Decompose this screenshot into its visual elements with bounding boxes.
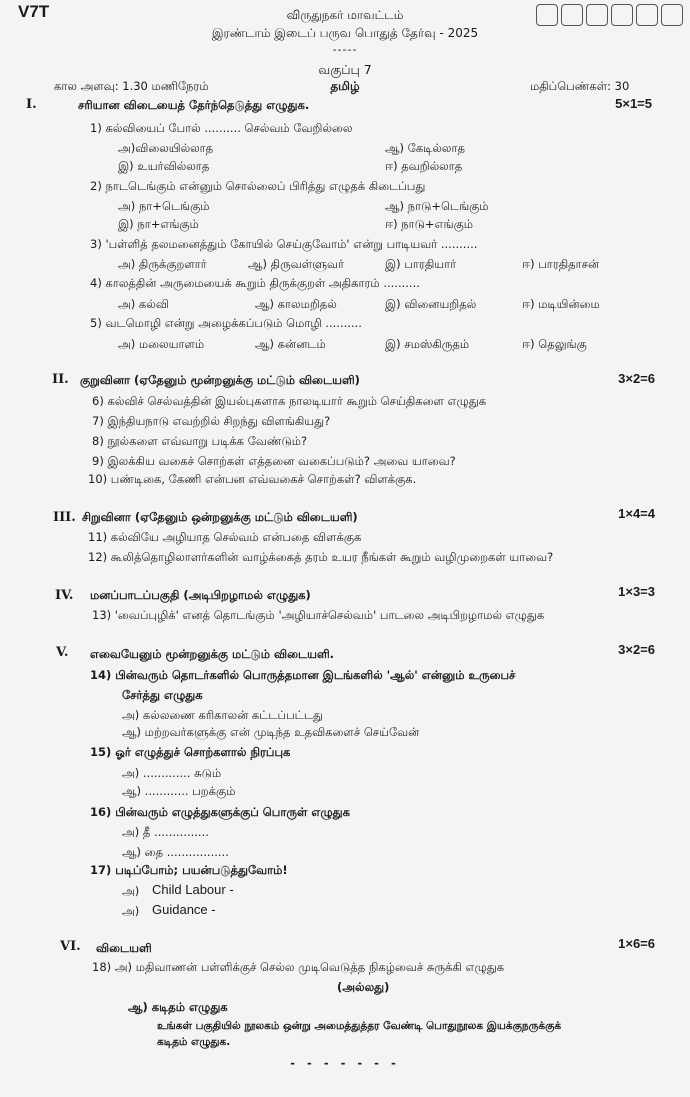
question: 5) வடமொழி என்று அழைக்கப்படும் மொழி .......... (90, 316, 362, 330)
option: அ) நா+டெங்கும் (118, 199, 210, 213)
question: 3) 'பள்ளித் தலமனைத்தும் கோயில் செய்குவோம்' என்று பாடியவர் .......... (90, 237, 478, 251)
question: 11) கல்வியே அழியாத செல்வம் என்பதை விளக்குக (88, 530, 362, 544)
option: ஆ) கேடில்லாத (385, 141, 465, 155)
option: அ)விலையில்லாத (118, 141, 214, 155)
question: 1) கல்வியைப் போல் .......... செல்வம் வேறில்லை (90, 121, 353, 135)
sub-question: ஆ) மற்றவர்களுக்கு என் முடிந்த உதவிகளைச் செய்வேன் (122, 725, 420, 739)
class-label: வகுப்பு 7 (318, 62, 372, 77)
option: இ) வினையறிதல் (385, 297, 477, 311)
sub-question: அ) கல்லணை கரிகாலன் கட்டப்பட்டது (122, 708, 323, 722)
option: இ) சமஸ்கிருதம் (385, 337, 470, 351)
option: இ) நா+எங்கும் (118, 217, 199, 231)
question: 12) கூலித்தொழிலாளர்களின் வாழ்க்கைத் தரம் உயர நீங்கள் கூறும் வழிமுறைகள் யாவை? (88, 550, 554, 564)
question: 4) காலத்தின் அருமையைக் கூறும் திருக்குறள் அதிகாரம் .......... (90, 276, 420, 290)
sub-question: ஆ) தை ................. (122, 845, 229, 859)
sub-question-marker: அ) (122, 904, 140, 918)
section-marks: 3×2=6 (618, 371, 655, 386)
option: இ) உயர்வில்லாத (118, 159, 210, 173)
section-title: எவையேனும் மூன்றனுக்கு மட்டும் விடையளி. (90, 647, 335, 661)
question: 6) கல்விச் செல்வத்தின் இயல்புகளாக நாலடியார் கூறும் செய்திகளை எழுதுக (92, 394, 487, 408)
question: 7) இந்தியநாடு எவற்றில் சிறந்து விளங்கியது? (92, 414, 331, 428)
subject-label: தமிழ் (330, 79, 360, 93)
paper-code: V7T (18, 2, 50, 21)
question: 15) ஓர் எழுத்துச் சொற்களால் நிரப்புக (90, 745, 291, 759)
section-marks: 1×3=3 (618, 584, 655, 599)
district-title: விருதுநகர் மாவட்டம் (286, 8, 404, 22)
option: ஈ) நாடு+எங்கும் (385, 217, 473, 231)
section-number: II. (52, 372, 69, 387)
question: 16) பின்வரும் எழுத்துகளுக்குப் பொருள் எழுதுக (90, 805, 350, 819)
option: ஆ) நாடு+டெங்கும் (385, 199, 489, 213)
or-label: (அல்லது) (337, 980, 390, 994)
section-title: மனப்பாடப்பகுதி (அடிபிறழாமல் எழுதுக) (90, 588, 311, 602)
section-marks: 3×2=6 (618, 642, 655, 657)
section-number: IV. (55, 588, 74, 603)
question-continuation: சேர்த்து எழுதுக (122, 688, 203, 702)
option: இ) பாரதியார் (385, 257, 457, 271)
max-marks-label: மதிப்பெண்கள்: 30 (530, 79, 630, 93)
sub-question: ஆ) கடிதம் எழுதுக (128, 1000, 228, 1014)
sub-question: ஆ) ............ பறக்கும் (122, 784, 236, 798)
section-number: VI. (60, 939, 81, 954)
sub-question: அ) தீ ............... (122, 825, 209, 839)
header-separator: ----- (332, 43, 358, 56)
question: 17) படிப்போம்; பயன்படுத்துவோம்! (90, 863, 288, 877)
option: ஈ) மடியின்மை (522, 297, 600, 311)
section-title: குறுவினா (ஏதேனும் மூன்றனுக்கு மட்டும் விடையளி) (80, 373, 360, 387)
sub-question: கடிதம் எழுதுக. (157, 1036, 231, 1048)
section-marks: 1×6=6 (618, 936, 655, 951)
question: 8) நூல்களை எவ்வாறு படிக்க வேண்டும்? (92, 434, 308, 448)
option: அ) கல்வி (118, 297, 169, 311)
sub-question-marker: அ) (122, 884, 140, 898)
question: 14) பின்வரும் தொடர்களில் பொருத்தமான இடங்களில் 'ஆல்' என்னும் உருபைச் (90, 668, 516, 682)
section-number: III. (53, 510, 76, 525)
sub-question: Guidance - (152, 902, 216, 917)
option: ஈ) பாரதிதாசன் (522, 257, 600, 271)
section-number: I. (26, 97, 37, 112)
section-marks: 5×1=5 (615, 96, 652, 111)
question: 10) பண்டிகை, கேணி என்பன எவ்வகைச் சொற்கள்? விளக்குக. (88, 472, 417, 486)
option: ஆ) காலமறிதல் (255, 297, 337, 311)
section-title: விடையளி (96, 941, 152, 955)
section-title: சிறுவினா (ஏதேனும் ஒன்றனுக்கு மட்டும் விடையளி) (82, 510, 358, 524)
option: ஆ) திருவள்ளுவர் (248, 257, 344, 271)
question: 18) அ) மதிவாணன் பள்ளிக்குச் செல்ல முடிவெடுத்த நிகழ்வைச் சுருக்கி எழுதுக (92, 960, 505, 974)
question: 13) 'வைப்புழிக்' எனத் தொடங்கும் 'அழியாச்செல்வம்' பாடலை அடிபிறழாமல் எழுதுக (92, 608, 545, 622)
sub-question: Child Labour - (152, 882, 234, 897)
question: 9) இலக்கிய வகைச் சொற்கள் எத்தனை வகைப்படும்? அவை யாவை? (92, 454, 456, 468)
sub-question: உங்கள் பகுதியில் நூலகம் ஒன்று அமைத்துத்தர வேண்டி பொதுநூலக இயக்குநருக்குக் (157, 1020, 562, 1032)
section-marks: 1×4=4 (618, 506, 655, 521)
option: ஈ) தவறில்லாத (385, 159, 463, 173)
section-title: சரியான விடையைத் தேர்ந்தெடுத்து எழுதுக. (78, 98, 310, 112)
exam-title: இரண்டாம் இடைப் பருவ பொதுத் தேர்வு - 2025 (211, 26, 479, 40)
section-number: V. (56, 645, 69, 660)
sub-question: அ) ............. சுடும் (122, 766, 222, 780)
option: ஆ) கன்னடம் (255, 337, 326, 351)
time-label: கால அளவு: 1.30 மணிநேரம் (54, 79, 209, 93)
end-separator: - - - - - - - (290, 1056, 400, 1070)
option: ஈ) தெலுங்கு (522, 337, 587, 351)
question: 2) நாடடெங்கும் என்னும் சொல்லைப் பிரித்து எழுதக் கிடைப்பது (90, 179, 426, 193)
option: அ) திருக்குறளார் (118, 257, 207, 271)
option: அ) மலையாளம் (118, 337, 205, 351)
